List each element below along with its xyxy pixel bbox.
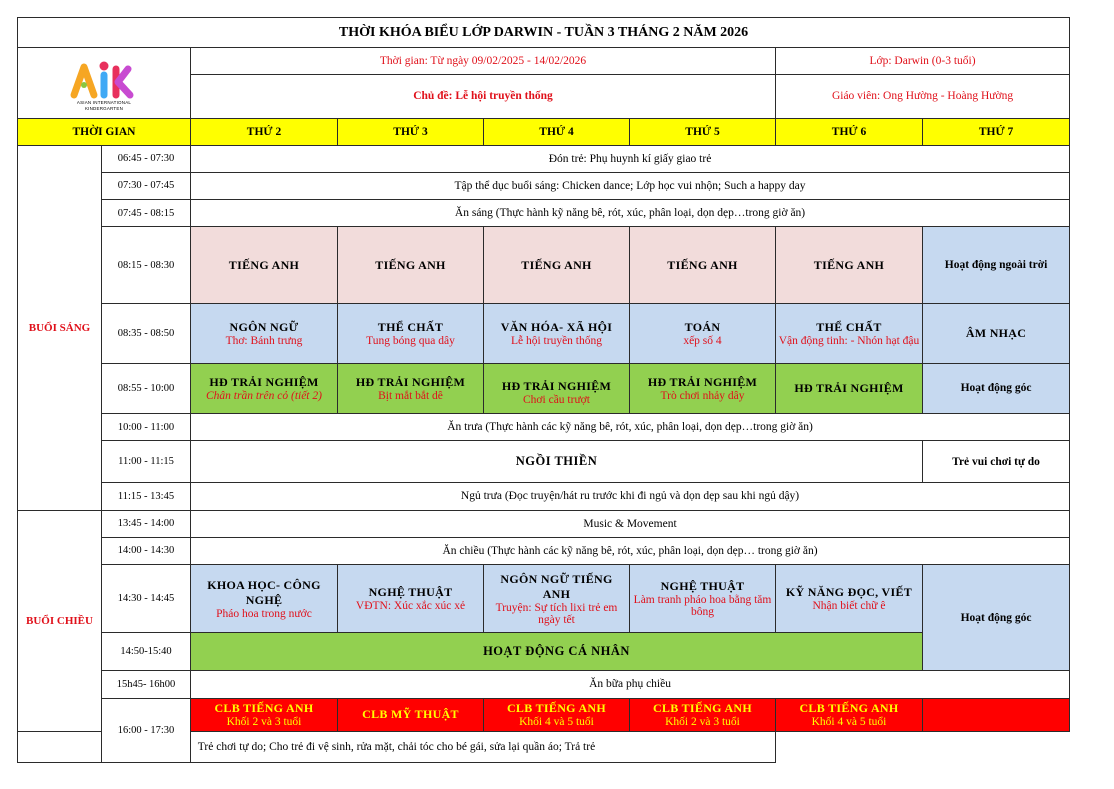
subject-thu: TOÁN	[684, 320, 721, 335]
svg-text:KINDERGARTEN: KINDERGARTEN	[84, 105, 124, 111]
activity-afternoon-snack: Ăn chiều (Thực hành các kỹ năng bê, rót, xúc, phân loại, dọn dẹp… trong giờ ăn)	[191, 537, 1070, 564]
header-sat: THỨ 7	[923, 118, 1070, 145]
note-thu: xếp số 4	[683, 335, 722, 348]
corner-activity-sat: Hoạt động góc	[923, 363, 1070, 413]
note-pm-tue: VĐTN: Xúc xắc xúc xẻ	[355, 600, 466, 613]
activity-exercise: Tập thể dục buổi sáng: Chicken dance; Lớp học vui nhộn; Such a happy day	[191, 172, 1070, 199]
experience-note-tue: Bịt mắt bắt dê	[378, 389, 443, 402]
experience-wed: HĐ TRẢI NGHIỆM	[501, 378, 612, 393]
note-pm-mon: Pháo hoa trong nước	[216, 607, 312, 620]
time-slot: 14:50-15:40	[102, 633, 191, 671]
teachers: Giáo viên: Ong Hường - Hoàng Hường	[776, 75, 1070, 118]
experience-note-mon: Chân trần trên cỏ (tiết 2)	[206, 389, 322, 402]
time-slot: 06:45 - 07:30	[102, 145, 191, 172]
note-wed: Lễ hội truyền thống	[510, 335, 603, 348]
svg-text:ASIAN INTERNATIONAL: ASIAN INTERNATIONAL	[76, 99, 132, 105]
activity-lunch: Ăn trưa (Thực hành các kỹ năng bê, rót, xúc, phân loại, dọn dẹp…trong giờ ăn)	[191, 414, 1070, 441]
time-slot: 08:35 - 08:50	[102, 304, 191, 363]
english-fri: TIẾNG ANH	[813, 257, 885, 272]
activity-music-movement: Music & Movement	[191, 510, 1070, 537]
topic: Chủ đề: Lễ hội truyền thống	[191, 75, 776, 118]
time-slot: 15h45- 16h00	[102, 671, 191, 698]
english-wed: TIẾNG ANH	[521, 257, 592, 272]
club-sub-mon: Khối 2 và 3 tuổi	[226, 716, 302, 729]
experience-fri: HĐ TRẢI NGHIỆM	[794, 380, 904, 395]
time-slot: 07:30 - 07:45	[102, 172, 191, 199]
club-sub-wed: Khối 4 và 5 tuổi	[519, 716, 594, 729]
note-pm-wed: Truyện: Sự tích lixi trẻ em ngày tết	[495, 601, 618, 626]
activity-light-meal: Ăn bữa phụ chiều	[191, 671, 1070, 698]
club-thu: CLB TIẾNG ANH	[652, 701, 753, 716]
session-morning: BUỔI SÁNG	[18, 145, 102, 510]
subject-pm-thu: NGHỆ THUẬT	[660, 579, 745, 594]
subject-wed: VĂN HÓA- XÃ HỘI	[500, 320, 613, 335]
free-play-sat: Trẻ vui chơi tự do	[923, 441, 1070, 483]
subject-tue: THỂ CHẤT	[377, 320, 444, 335]
class-name: Lớp: Darwin (0-3 tuổi)	[776, 48, 1070, 75]
corner-activity-pm-sat: Hoạt động góc	[923, 564, 1070, 671]
club-wed: CLB TIẾNG ANH	[506, 701, 607, 716]
time-slot: 08:55 - 10:00	[102, 363, 191, 413]
note-mon: Thơ: Bánh trưng	[225, 335, 303, 348]
note-pm-thu: Làm tranh pháo hoa bằng tăm bông	[633, 594, 772, 619]
subject-pm-mon: KHOA HỌC- CÔNG NGHỆ	[207, 577, 321, 607]
meditation: NGỒI THIỀN	[191, 441, 923, 483]
header-wed: THỨ 4	[484, 118, 630, 145]
time-slot: 10:00 - 11:00	[102, 414, 191, 441]
note-tue: Tung bóng qua dây	[366, 335, 455, 348]
subject-pm-tue: NGHỆ THUẬT	[368, 585, 453, 600]
header-row	[18, 118, 1070, 145]
experience-tue: HĐ TRẢI NGHIỆM	[355, 374, 466, 389]
activity-reception: Đón trẻ: Phụ huynh kí giấy giao trẻ	[191, 145, 1070, 172]
subject-pm-fri: KỸ NĂNG ĐỌC, VIẾT	[785, 585, 913, 600]
activity-nap: Ngủ trưa (Đọc truyện/hát ru trước khi đi ngủ và dọn dẹp sau khi ngủ dậy)	[191, 483, 1070, 510]
english-tue: TIẾNG ANH	[375, 257, 446, 272]
session-afternoon: BUỔI CHIỀU	[18, 510, 102, 731]
time-slot: 08:15 - 08:30	[102, 227, 191, 304]
time-slot: 07:45 - 08:15	[102, 199, 191, 226]
header-fri: THỨ 6	[776, 118, 923, 145]
individual-activity: HOẠT ĐỘNG CÁ NHÂN	[191, 633, 923, 671]
subject-fri: THỂ CHẤT	[816, 320, 882, 335]
time-slot: 16:00 - 17:30	[102, 698, 191, 762]
english-thu: TIẾNG ANH	[667, 257, 738, 272]
header-time: THỜI GIAN	[18, 118, 191, 145]
activity-pickup: Trẻ chơi tự do; Cho trẻ đi vệ sinh, rửa mặt, chải tóc cho bé gái, sửa lại quần áo; Trả trẻ	[18, 731, 776, 762]
time-slot: 14:30 - 14:45	[102, 564, 191, 632]
header-thu: THỨ 5	[630, 118, 776, 145]
club-fri: CLB TIẾNG ANH	[799, 701, 899, 716]
aik-logo-icon	[64, 55, 144, 111]
subject-pm-wed: NGÔN NGỮ TIẾNG ANH	[500, 571, 613, 601]
time-slot: 13:45 - 14:00	[102, 510, 191, 537]
time-slot: 11:15 - 13:45	[102, 483, 191, 510]
header-mon: THỨ 2	[191, 118, 338, 145]
experience-thu: HĐ TRẢI NGHIỆM	[647, 374, 758, 389]
timetable	[17, 17, 1070, 763]
club-sub-fri: Khối 4 và 5 tuổi	[811, 716, 887, 729]
note-pm-fri: Nhận biết chữ ê	[812, 600, 886, 613]
note-fri: Vận động tinh: - Nhón hạt đậu	[778, 335, 920, 348]
subject-sat: ÂM NHẠC	[965, 326, 1027, 341]
club-mon: CLB TIẾNG ANH	[214, 701, 314, 716]
outdoor-sat: Hoạt động ngoài trời	[923, 227, 1070, 304]
english-mon: TIẾNG ANH	[228, 257, 300, 272]
experience-note-wed: Chơi cầu trượt	[523, 393, 590, 406]
experience-note-thu: Trò chơi nhảy dây	[660, 389, 745, 402]
header-tue: THỨ 3	[338, 118, 484, 145]
time-slot: 11:00 - 11:15	[102, 441, 191, 483]
time-slot: 14:00 - 14:30	[102, 537, 191, 564]
club-tue: CLB MỸ THUẬT	[362, 707, 459, 722]
subject-mon: NGÔN NGỮ	[229, 320, 299, 335]
experience-mon: HĐ TRẢI NGHIỆM	[209, 374, 319, 389]
school-logo	[18, 48, 191, 118]
activity-breakfast: Ăn sáng (Thực hành kỹ năng bê, rót, xúc, phân loại, dọn dẹp…trong giờ ăn)	[191, 199, 1070, 226]
time-range: Thời gian: Từ ngày 09/02/2025 - 14/02/2026	[191, 48, 776, 75]
club-sat	[923, 698, 1070, 731]
page-title: THỜI KHÓA BIỂU LỚP DARWIN - TUẦN 3 THÁNG 2 NĂM 2026	[18, 18, 1070, 48]
club-sub-thu: Khối 2 và 3 tuổi	[665, 716, 740, 729]
